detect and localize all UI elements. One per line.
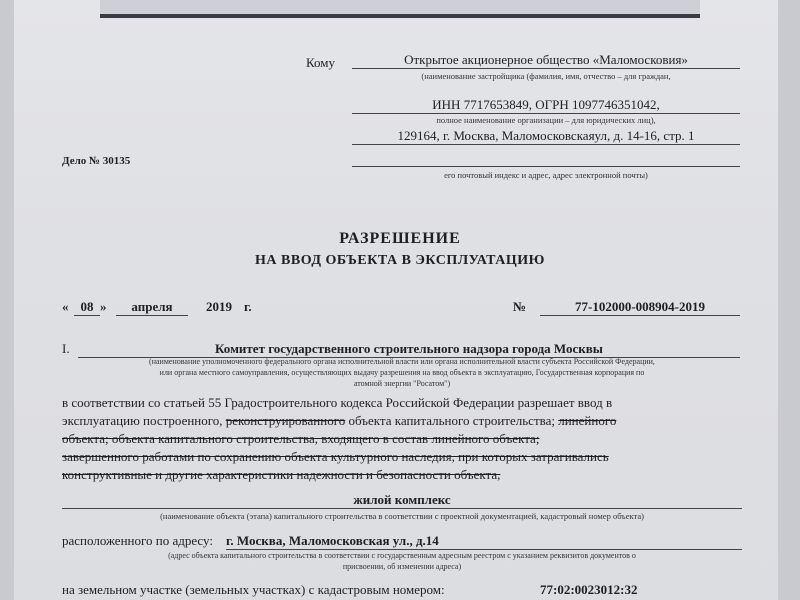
object-caption: (наименование объекта (этапа) капитального строительства в соответствии с проектной документацией, кадастровый номер объекта) [160, 511, 644, 521]
scan-left-edge [0, 0, 14, 600]
paragraph-built: эксплуатацию построенного, [62, 413, 223, 428]
paragraph-capital-object: объекта капитального строительства; [348, 413, 555, 428]
date-close-quote: » [100, 299, 107, 314]
case-number: Дело № 30135 [62, 155, 131, 167]
header-band [100, 0, 700, 18]
date-year-suffix: г. [244, 299, 252, 314]
authority-caption-line2: или органа местного самоуправления, осуществляющих выдачу разрешения на ввод объекта в эксплуатацию, Государственная корпорация по [159, 368, 645, 377]
plot-label: на земельном участке (земельных участках) с кадастровым номером: [62, 582, 445, 597]
recipient-blank-line [352, 166, 740, 167]
paragraph-line-5: конструктивные и другие характеристики надежности и безопасности объекта, [62, 467, 501, 482]
location-value: г. Москва, Маломосковская ул., д.14 [226, 533, 742, 550]
location-caption-line1: (адрес объекта капитального строительства в соответствии с государственным адресным реестром с указанием реквизитов документов о [168, 551, 636, 560]
cadastral-number: 77:02:0023012:32 [540, 582, 638, 597]
date-month: апреля [116, 299, 188, 316]
permit-number-label: № [513, 299, 527, 314]
permit-number: 77-102000-008904-2019 [540, 299, 740, 316]
authority-caption-line1: (наименование уполномоченного федерального органа исполнительной власти или органа исполнительной власти субъекта Российской Федерации, [149, 357, 655, 366]
paragraph-line-1: в соответствии со статьей 55 Градостроительного кодекса Российской Федерации разрешает ввод в [62, 395, 613, 410]
recipient-name-caption: (наименование застройщика (фамилия, имя, отчество – для граждан, [421, 71, 671, 81]
paragraph-linear-struck: линейного [558, 413, 617, 428]
paragraph-line-4: завершенного работами по сохранению объекта культурного наследия, при которых затрагивались [62, 449, 609, 464]
date-year: 2019 [206, 299, 232, 314]
authority-caption-line3: атомной энергии "Росатом") [353, 379, 451, 388]
recipient-address-caption: его почтовый индекс и адрес, адрес электронной почты) [444, 170, 648, 180]
authority-name: Комитет государственного строительного надзора города Москвы [78, 341, 740, 358]
document-subtitle: НА ВВОД ОБЪЕКТА В ЭКСПЛУАТАЦИЮ [255, 253, 545, 268]
location-caption-line2: присвоении, об изменении адреса) [342, 562, 462, 571]
paragraph-line-3: объекта; объекта капитального строительства, входящего в состав линейного объекта; [62, 431, 540, 446]
recipient-ids-caption: полное наименование организации – для юридических лиц), [436, 115, 656, 125]
recipient-name: Открытое акционерное общество «Маломосковия» [352, 52, 740, 69]
date-day: 08 [74, 299, 100, 316]
recipient-address: 129164, г. Москва, Маломосковскаяул, д. 14-16, стр. 1 [352, 128, 740, 145]
location-label: расположенного по адресу: [62, 533, 213, 548]
scan-right-edge [778, 0, 800, 600]
paragraph-reconstructed-struck: реконструированного [225, 413, 346, 428]
recipient-ids: ИНН 7717653849, ОГРН 1097746351042, [352, 97, 740, 114]
paragraph-line-2 [62, 412, 742, 430]
recipient-label: Кому [306, 55, 336, 70]
permit-paragraph [62, 394, 742, 484]
section-roman-numeral: I. [62, 341, 70, 356]
date-open-quote: « [62, 299, 69, 314]
object-name: жилой комплекс [62, 492, 742, 509]
document-title: РАЗРЕШЕНИЕ [339, 230, 461, 247]
